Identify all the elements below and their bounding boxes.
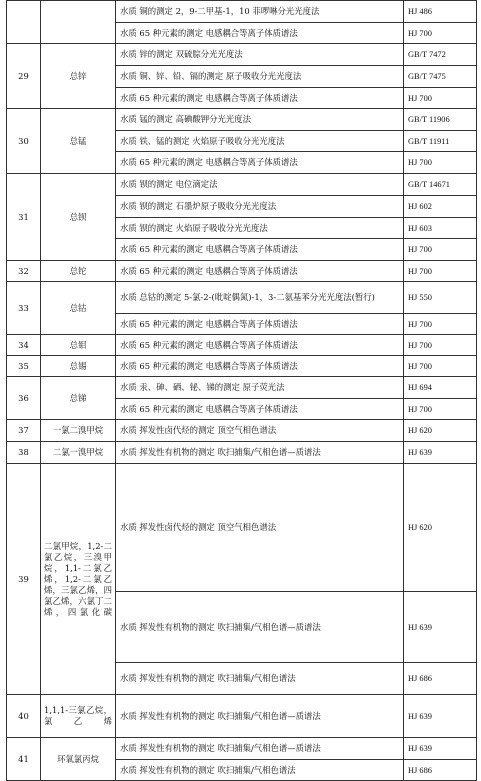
standard-code: HJ 686 [404,760,477,781]
standard-code: HJ 620 [404,420,477,442]
standard-code: HJ 700 [404,88,477,109]
item-number: 38 [7,442,41,464]
method-name: 水质 挥发性卤代烃的测定 顶空气相色谱法 [116,464,404,592]
standard-code: HJ 700 [404,152,477,174]
standard-code: HJ 700 [404,23,477,44]
standard-code: HJ 639 [404,738,477,760]
standard-code: HJ 700 [404,239,477,261]
method-name: 水质 汞、砷、硒、铋、锑的测定 原子荧光法 [116,377,404,399]
parameter-name: 总铊 [41,261,116,282]
item-number: 40 [7,695,41,738]
standard-code: GB/T 11906 [404,109,477,131]
item-number: 30 [7,109,41,174]
table-row [7,261,477,282]
table-row [7,174,477,196]
method-name: 水质 65 种元素的测定 电感耦合等离子体质谱法 [116,23,404,44]
parameter-name: 总钴 [41,282,116,335]
standard-code: HJ 620 [404,464,477,592]
table-row [7,335,477,356]
item-number: 41 [7,738,41,781]
item-number: 35 [7,356,41,377]
method-name: 水质 钡的测定 电位滴定法 [116,174,404,196]
method-name: 水质 65 种元素的测定 电感耦合等离子体质谱法 [116,88,404,109]
parameter-name [41,1,116,44]
parameter-name: 总锡 [41,356,116,377]
parameter-name: 1,1,1-三氯乙烷，氯乙烯 [41,695,116,738]
standard-code: GB/T 7472 [404,44,477,66]
standard-code: HJ 694 [404,377,477,399]
parameter-name: 总锌 [41,44,116,109]
item-number: 31 [7,174,41,261]
standard-code: HJ 700 [404,335,477,356]
item-number: 39 [7,464,41,695]
method-name: 水质 钡的测定 火焰原子吸收分光光度法 [116,218,404,239]
table-row [7,109,477,131]
standard-code: HJ 639 [404,695,477,738]
method-name: 水质 铜、锌、铅、镉的测定 原子吸收分光光度法 [116,66,404,88]
parameter-name: 总锰 [41,109,116,174]
standards-table [6,0,477,781]
method-name: 水质 65 种元素的测定 电感耦合等离子体质谱法 [116,152,404,174]
item-number: 33 [7,282,41,335]
method-name: 水质 65 种元素的测定 电感耦合等离子体质谱法 [116,314,404,335]
table-row [7,377,477,399]
method-name: 水质 挥发性有机物的测定 吹扫捕集/气相色谱—质谱法 [116,442,404,464]
standard-code: GB/T 14671 [404,174,477,196]
parameter-name: 二氯甲烷，1,2-二氯乙烷，三溴甲烷，1,1-二氯乙烯，1,2-二氯乙烯，三氯乙烯，四氯乙烯，六氯丁二烯，四氯化碳 [41,464,116,695]
method-name: 水质 挥发性有机物的测定 吹扫捕集/气相色谱法 [116,760,404,781]
standard-code: HJ 639 [404,592,477,663]
standard-code: GB/T 7475 [404,66,477,88]
method-name: 水质 挥发性有机物的测定 吹扫捕集/气相色谱—质谱法 [116,592,404,663]
method-name: 水质 锌的测定 双硫腙分光光度法 [116,44,404,66]
method-name: 水质 挥发性卤代烃的测定 顶空气相色谱法 [116,420,404,442]
standard-code: GB/T 11911 [404,131,477,152]
method-name: 水质 65 种元素的测定 电感耦合等离子体质谱法 [116,239,404,261]
method-name: 水质 挥发性有机物的测定 吹扫捕集/气相色谱—质谱法 [116,738,404,760]
table-row [7,695,477,738]
parameter-name: 总钡 [41,174,116,261]
standard-code: HJ 639 [404,442,477,464]
table-row [7,420,477,442]
method-name: 水质 65 种元素的测定 电感耦合等离子体质谱法 [116,261,404,282]
standard-code: HJ 686 [404,663,477,695]
method-name: 水质 挥发性有机物的测定 吹扫捕集/气相色谱法 [116,663,404,695]
parameter-name: 总钼 [41,335,116,356]
method-name: 水质 铜的测定 2，9-二甲基-1，10 菲啰啉分光光度法 [116,1,404,23]
standards-table-body [7,1,477,781]
standard-code: HJ 700 [404,399,477,420]
item-number [7,1,41,44]
method-name: 水质 65 种元素的测定 电感耦合等离子体质谱法 [116,399,404,420]
table-row [7,1,477,23]
method-name: 水质 钡的测定 石墨炉原子吸收分光光度法 [116,196,404,218]
table-row [7,44,477,66]
method-name: 水质 65 种元素的测定 电感耦合等离子体质谱法 [116,356,404,377]
standard-code: HJ 602 [404,196,477,218]
method-name: 水质 铁、锰的测定 火焰原子吸收分光光度法 [116,131,404,152]
standard-code: HJ 550 [404,282,477,314]
item-number: 32 [7,261,41,282]
standard-code: HJ 700 [404,261,477,282]
table-row [7,738,477,760]
standard-code: HJ 700 [404,356,477,377]
table-row [7,282,477,314]
item-number: 29 [7,44,41,109]
method-name: 水质 总钴的测定 5-氯-2-(吡啶偶氮)-1，3-二氨基苯分光光度法(暂行) [116,282,404,314]
table-row [7,464,477,592]
standard-code: HJ 603 [404,218,477,239]
parameter-name: 一氯二溴甲烷 [41,420,116,442]
parameter-name: 环氧氯丙烷 [41,738,116,781]
parameter-name: 二氯一溴甲烷 [41,442,116,464]
table-row [7,356,477,377]
method-name: 水质 65 种元素的测定 电感耦合等离子体质谱法 [116,335,404,356]
parameter-name: 总锑 [41,377,116,420]
table-row [7,442,477,464]
standard-code: HJ 700 [404,314,477,335]
item-number: 34 [7,335,41,356]
standard-code: HJ 486 [404,1,477,23]
method-name: 水质 挥发性有机物的测定 吹扫捕集/气相色谱—质谱法 [116,695,404,738]
item-number: 36 [7,377,41,420]
method-name: 水质 锰的测定 高碘酸钾分光光度法 [116,109,404,131]
item-number: 37 [7,420,41,442]
